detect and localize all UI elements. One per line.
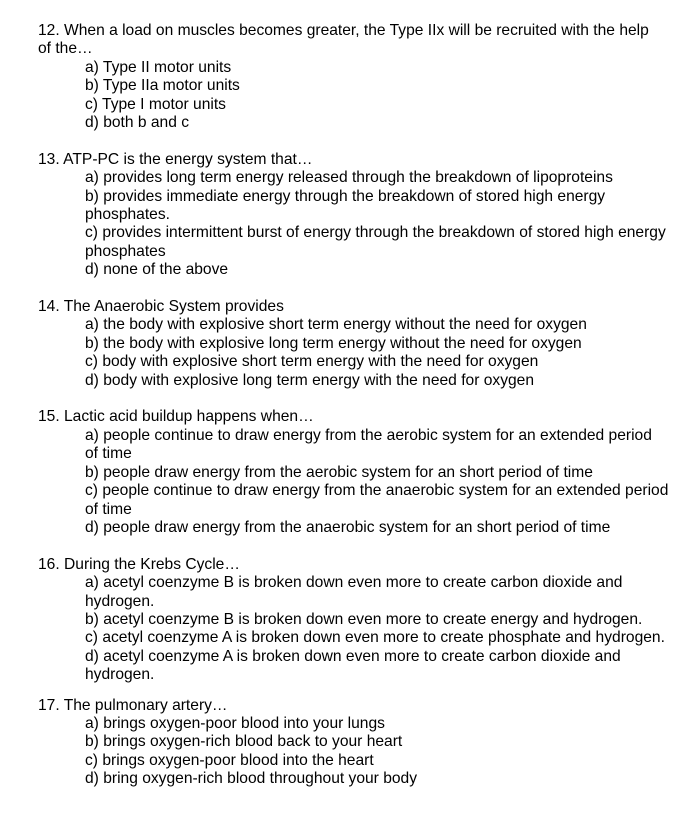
option-c: c) provides intermittent burst of energy through the breakdown of stored high energy phosphates bbox=[85, 224, 666, 260]
option-a: a) acetyl coenzyme B is broken down even more to create carbon dioxide and hydrogen. bbox=[85, 574, 623, 610]
option-a: a) people continue to draw energy from the aerobic system for an extended period of time bbox=[85, 426, 652, 463]
answer-options bbox=[38, 169, 699, 279]
question-text: 13. ATP-PC is the energy system that… bbox=[38, 150, 313, 168]
option-c: c) acetyl coenzyme A is broken down even more to create phosphate and hydrogen. bbox=[85, 629, 665, 647]
option-c: c) people continue to draw energy from the anaerobic system for an extended period of time bbox=[85, 482, 669, 518]
question-16 bbox=[38, 556, 699, 685]
option-d: d) none of the above bbox=[85, 261, 229, 279]
option-a: a) provides long term energy released through the breakdown of lipoproteins bbox=[85, 169, 613, 187]
question-12 bbox=[38, 22, 699, 132]
option-d: d) bring oxygen-rich blood throughout your body bbox=[85, 770, 418, 788]
option-b: b) brings oxygen-rich blood back to your heart bbox=[85, 733, 403, 751]
option-a: a) brings oxygen-poor blood into your lungs bbox=[85, 714, 385, 732]
option-b: b) people draw energy from the aerobic system for an short period of time bbox=[85, 463, 593, 481]
question-13 bbox=[38, 151, 699, 280]
option-b: b) provides immediate energy through the breakdown of stored high energy phosphates. bbox=[85, 187, 606, 224]
option-c: c) brings oxygen-poor blood into the heart bbox=[85, 751, 374, 769]
question-text: 17. The pulmonary artery… bbox=[38, 696, 228, 714]
option-a: a) the body with explosive short term energy without the need for oxygen bbox=[85, 316, 587, 334]
answer-options bbox=[38, 427, 699, 537]
spacer bbox=[38, 132, 699, 150]
option-b: b) the body with explosive long term energy without the need for oxygen bbox=[85, 334, 582, 352]
spacer bbox=[38, 537, 699, 555]
question-text: 16. During the Krebs Cycle… bbox=[38, 555, 240, 573]
answer-options bbox=[38, 574, 699, 684]
question-14 bbox=[38, 298, 699, 390]
option-d: d) people draw energy from the anaerobic system for an short period of time bbox=[85, 518, 611, 536]
option-b: b) acetyl coenzyme B is broken down even more to create energy and hydrogen. bbox=[85, 610, 643, 628]
spacer bbox=[38, 280, 699, 298]
option-b: b) Type IIa motor units bbox=[85, 77, 240, 95]
option-d: d) body with explosive long term energy with the need for oxygen bbox=[85, 371, 535, 389]
question-text: 14. The Anaerobic System provides bbox=[38, 298, 284, 316]
option-d: d) both b and c bbox=[85, 114, 190, 132]
question-text: 12. When a load on muscles becomes greater, the Type IIx will be recruited with the help of the… bbox=[38, 22, 649, 58]
question-15 bbox=[38, 408, 699, 537]
answer-options bbox=[38, 715, 699, 789]
spacer bbox=[38, 685, 699, 697]
answer-options bbox=[38, 316, 699, 390]
question-text: 15. Lactic acid buildup happens when… bbox=[38, 408, 314, 426]
question-17 bbox=[38, 697, 699, 789]
option-a: a) Type II motor units bbox=[85, 58, 232, 76]
option-d: d) acetyl coenzyme A is broken down even more to create carbon dioxide and hydrogen. bbox=[85, 647, 621, 684]
option-c: c) Type I motor units bbox=[85, 95, 226, 113]
answer-options bbox=[38, 59, 699, 133]
option-c: c) body with explosive short term energy with the need for oxygen bbox=[85, 353, 539, 371]
spacer bbox=[38, 390, 699, 408]
